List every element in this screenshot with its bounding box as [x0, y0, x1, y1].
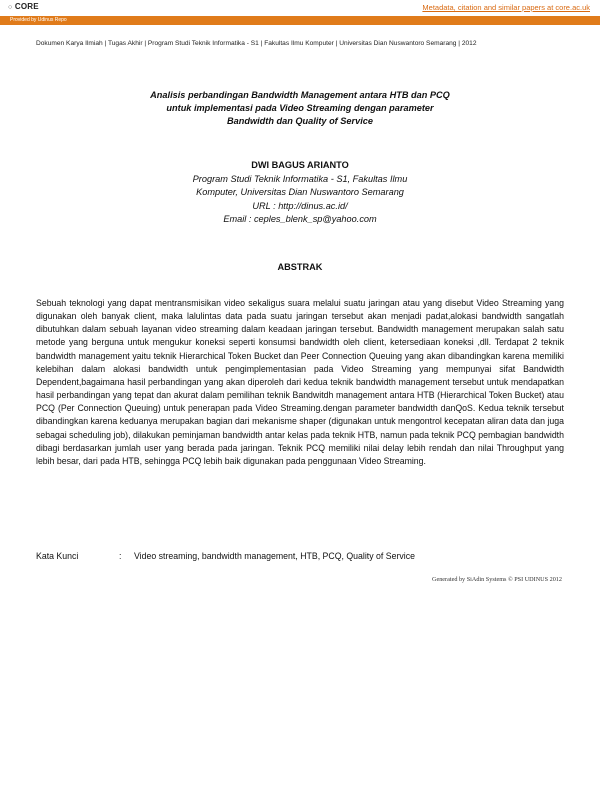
author-affiliation: Program Studi Teknik Informatika - S1, Fakultas Ilmu — [192, 173, 408, 184]
core-logo-text: CORE — [14, 2, 39, 11]
document-header: Dokumen Karya Ilmiah | Tugas Akhir | Program Studi Teknik Informatika - S1 | Fakultas Ilmu Komputer | Universitas Dian Nuswantoro Semarang | 2012 — [36, 40, 477, 47]
abstract-heading: ABSTRAK — [277, 262, 323, 272]
core-logo-icon: ○ — [8, 4, 13, 11]
paper-title — [0, 89, 600, 128]
provided-by-strip — [0, 16, 600, 25]
title-line: Analisis perbandingan Bandwidth Management antara HTB dan PCQ — [150, 90, 450, 100]
generated-footer: Generated by SiAdin Systems © PSI UDINUS 2012 — [432, 576, 562, 583]
author-url[interactable]: URL : http://dinus.ac.id/ — [252, 200, 348, 211]
author-name: DWI BAGUS ARIANTO — [251, 160, 349, 170]
title-line: untuk implementasi pada Video Streaming dengan parameter — [166, 103, 434, 113]
core-banner — [0, 0, 600, 16]
abstract-body: Sebuah teknologi yang dapat mentransmisikan video sekaligus suara melalui suatu jaringan atau yang disebut Video Streaming yang digunakan oleh banyak client, maka lalulintas data pada suatu jaringan tersebut akan menjadi padat,alokasi bandwidth sangatlah dibutuhkan dalam sebuah layanan video streaming dalam keadaan jaringan tersebut. Bandwidth management merupakan salah satu metode yang berguna untuk mengukur koneksi seperti konsumsi bandwidth oleh client, ketersediaan koneksi ,dll. Terdapat 2 teknik bandwidth management yaitu teknik Hierarchical Token Bucket dan Peer Connection Queuing yang akan dibandingkan karena memiliki kelebihan dalam alokasi bandwidth untuk pengimplementasian pada Video Streaming yang mempunyai sifat Bandwidth Dependent,bagaimana hasil perbandingan yang akan diperoleh dari kedua teknik bandwidth management tersebut untuk mendapatkan hasil perbandingan yang tepat dan akurat dalam pemilihan teknik Bandwitdh management antara HTB (Hierarchical Token Bucket) atau PCQ (Per Connection Queuing) untuk penerapan pada Video Streaming.dengan parameter bandwidth danQoS. Kedua teknik tersebut dibandingkan karena keduanya merupakan bagian dari mekanisme shaper (digunakan untuk mengontrol kecepatan aliran data dan juga sebagai scheduling job), dilakukan peminjaman bandwidth antar kelas pada teknik HTB, namun pada teknik PCQ pembagian bandwidth dibagi berdasarkan jumlah user yang berada pada jaringan. Teknik PCQ memiliki nilai delay lebih rendah dan nilai Throughput yang lebih besar, dari pada HTB, sehingga PCQ lebih baik digunakan pada penggunaan Video Streaming. — [36, 298, 564, 466]
author-block — [0, 159, 600, 227]
provided-by-text[interactable]: Provided by Udinus Repo — [10, 17, 67, 23]
core-metadata-link[interactable]: Metadata, citation and similar papers at core.ac.uk — [422, 3, 590, 12]
keywords-value: Video streaming, bandwidth management, HTB, PCQ, Quality of Service — [134, 551, 415, 561]
keywords-label: Kata Kunci — [36, 551, 79, 561]
keywords-colon: : — [119, 551, 122, 561]
author-email[interactable]: Email : ceples_blenk_sp@yahoo.com — [223, 214, 377, 224]
title-line: Bandwidth dan Quality of Service — [226, 116, 373, 126]
author-affiliation: Komputer, Universitas Dian Nuswantoro Semarang — [196, 187, 404, 197]
core-logo[interactable] — [8, 2, 39, 11]
